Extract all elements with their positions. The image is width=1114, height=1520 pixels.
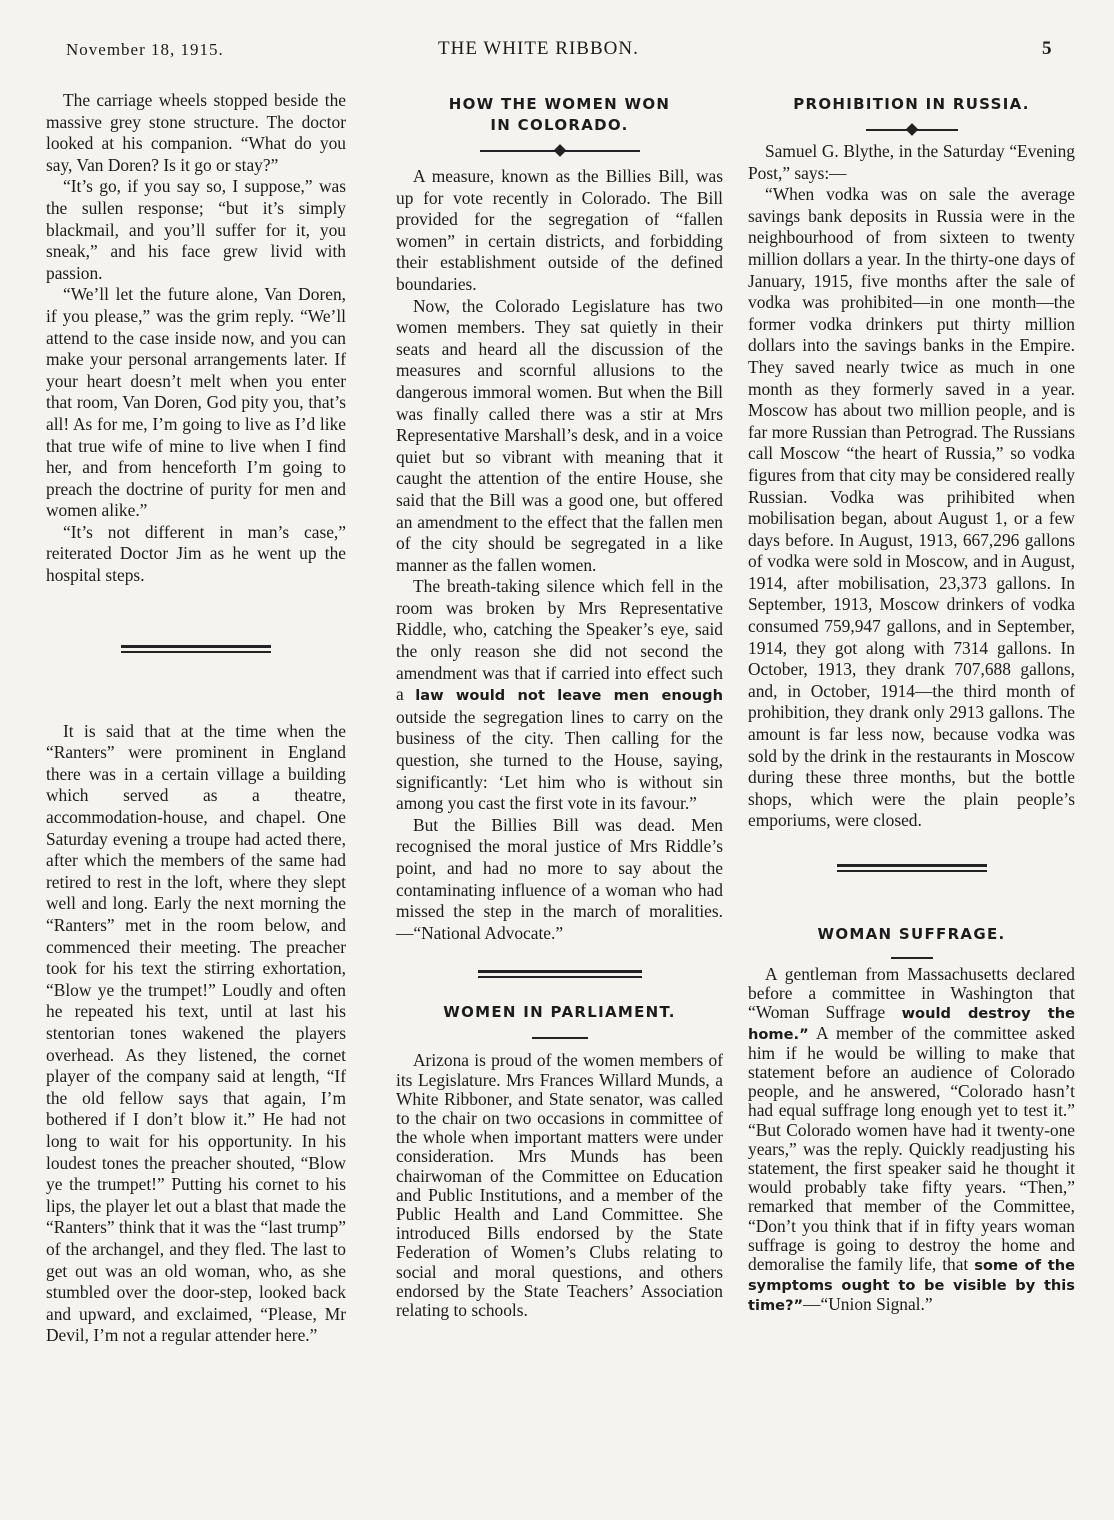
story-paragraph: The carriage wheels stopped beside the massive grey stone structure. The doctor looked at his companion. “What do you say, Van Doren? Is it go or stay?” <box>46 90 346 175</box>
story-paragraph: “It’s go, if you say so, I suppose,” was the sullen response; “but it’s simply blackmail, and you’ll suffer for it, you sneak,” and his face grew livid with passion. <box>46 176 346 283</box>
masthead-title: THE WHITE RIBBON. <box>438 38 639 59</box>
suffrage-heading: WOMAN SUFFRAGE. <box>817 925 1006 943</box>
column-right <box>748 90 1075 1316</box>
page-number: 5 <box>1042 38 1052 59</box>
section-divider <box>121 645 271 653</box>
colorado-paragraph: But the Billies Bill was dead. Men recognised the moral justice of Mrs Riddle’s point, and had no more to say about the contaminating influence of a woman who had missed the step in the march of moralities.—“National Advocate.” <box>396 814 723 943</box>
russia-paragraph: Samuel G. Blythe, in the Saturday “Evening Post,” says:— <box>748 141 1075 183</box>
ornament-rule <box>866 129 958 131</box>
ornament-rule <box>480 150 640 152</box>
column-middle <box>396 90 723 1320</box>
story-paragraph: “It’s not different in man’s case,” reiterated Doctor Jim as he went up the hospital steps. <box>46 521 346 586</box>
section-divider <box>478 970 642 978</box>
russia-paragraph: “When vodka was on sale the average savings bank deposits in Russia were in the neighbourhood of from sixteen to twenty million dollars a year. In the thirty-one days of January, 1915, five months after the sale of vodka was prohibited—in one month—the former vodka drinkers put thirty million dollars into the savings banks in the Empire. They saved nearly twice as much in one month as they formerly saved in a year. Moscow has about two million people, and is far more Russian than Petrograd. The Russians call Moscow “the heart of Russia,” so vodka figures from that city may be considered really Russian. Vodka was prihibited when mobilisation began, about August 1, or a few days before. In August, 1913, 667,296 gallons of vodka were sold in Moscow, and in August, 1914, after mobilisation, 23,373 gallons. In September, 1913, Moscow drinkers of vodka consumed 759,947 gallons, and in September, 1914, they got along with 7314 gallons. In October, 1913, they drank 707,688 gallons, and, in October, 1914—the third month of prohibition, they drank only 2913 gallons. The amount is far less now, because vodka was sold by the drink in the restaurants in Moscow during these three months, but the bottle shops, which were the plain people’s emporiums, were closed. <box>748 184 1075 831</box>
heading-rule <box>532 1037 588 1039</box>
heading-rule <box>891 957 933 959</box>
issue-date: November 18, 1915. <box>66 40 224 59</box>
suffrage-paragraph: A gentleman from Massachusetts declared before a committee in Washington that “Woman Suffrage would destroy the home.” A member of the committee asked him if he would be willing to make that statement before an audience of Colorado people, and he answered, “Colorado hasn’t had equal suffrage long enough yet to test it.” “But Colorado women have had it twenty-one years,” was the reply. Quickly readjusting his statement, the first speaker said he thought it would probably take fifty years. “Then,” remarked that member of the Committee, “Don’t you think that if in fifty years woman suffrage is going to destroy the home and demoralise the family life, that some of the symptoms ought to be visible by this time?”—“Union Signal.” <box>748 964 1075 1315</box>
colorado-paragraph: Now, the Colorado Legislature has two women members. They sat quietly in their seats and heard all the discussion of the measures and scornful allusions to the dangerous immoral women. But when the Bill was finally called there was a stir at Mrs Representative Marshall’s desk, and in a voice quiet but so vibrant with meaning that it caught the attention of the entire House, she said that the Bill was a good one, but offered an amendment to the effect that the fallen men of the city should be segregated in a like manner as the fallen women. <box>396 295 723 575</box>
russia-heading: PROHIBITION IN RUSSIA. <box>793 95 1030 113</box>
column-left <box>46 90 346 1347</box>
colorado-paragraph: The breath-taking silence which fell in the room was broken by Mrs Representative Riddle, who, catching the Speaker’s eye, said the only reason she did not second the amendment was that if carried into effect such a law would not leave men enough outside the segregation lines to carry on the business of the city. Then calling for the question, she turned to the House, saying, significantly: ‘Let him who is without sin among you cast the first vote in its favour.” <box>396 576 723 814</box>
parliament-heading: WOMEN IN PARLIAMENT. <box>443 1003 676 1022</box>
colorado-paragraph: A measure, known as the Billies Bill, was up for vote recently in Colorado. The Bill provided for the segregation of “fallen women” in certain districts, and forbidding their establishment outside of the defined boundaries. <box>396 166 723 294</box>
ranters-anecdote: It is said that at the time when the “Ranters” were prominent in England there was in a certain village a building which served as a theatre, accommodation-house, and chapel. One Saturday evening a troupe had acted there, after which the members of the same had retired to rest in the loft, where they slept well and long. Early the next morning the “Ranters” met in the room below, and commenced their meeting. The preacher took for his text the stirring exhortation, “Blow ye the trumpet!” Loudly and often he repeated his text, until at last his stentorian tones wakened the players overhead. As they listened, the cornet player of the company said at length, “If the old fellow says that again, I’m bothered if I don’t blow it.” He had not long to wait for his opportunity. In his loudest tones the preacher shouted, “Blow ye the trumpet!” Putting his cornet to his lips, the player let out a blast that made the “Ranters” think that it was the “last trump” of the archangel, and they fled. The last to get out was an old woman, who, as she stumbled over the door-step, looked back and upward, and exclaimed, “Please, Mr Devil, I’m not a regular attender here.” <box>46 720 346 1346</box>
story-paragraph: “We’ll let the future alone, Van Doren, if you please,” was the grim reply. “We’ll attend to the case inside now, and you can make your personal arrangements later. If your heart doesn’t melt when you enter that room, Van Doren, God pity you, that’s all! As for me, I’m going to live as I’d like that true wife of mine to live when I find her, and from henceforth I’m going to preach the doctrine of purity for men and women alike.” <box>46 284 346 521</box>
parliament-paragraph: Arizona is proud of the women members of its Legislature. Mrs Frances Willard Munds, a White Ribboner, and State senator, was called to the chair on two occasions in committee of the whole when important matters were under consideration. Mrs Munds has been chairwoman of the Committee on Education and Public Institutions, and a member of the Public Health and Land Committee. She introduced Bills endorsed by the State Federation of Women’s Clubs relating to social and moral questions, and others endorsed by the State Teachers’ Association relating to schools. <box>396 1050 723 1321</box>
colorado-heading: HOW THE WOMEN WON IN COLORADO. <box>448 95 671 134</box>
page-header <box>66 38 1066 78</box>
section-divider <box>837 864 987 872</box>
